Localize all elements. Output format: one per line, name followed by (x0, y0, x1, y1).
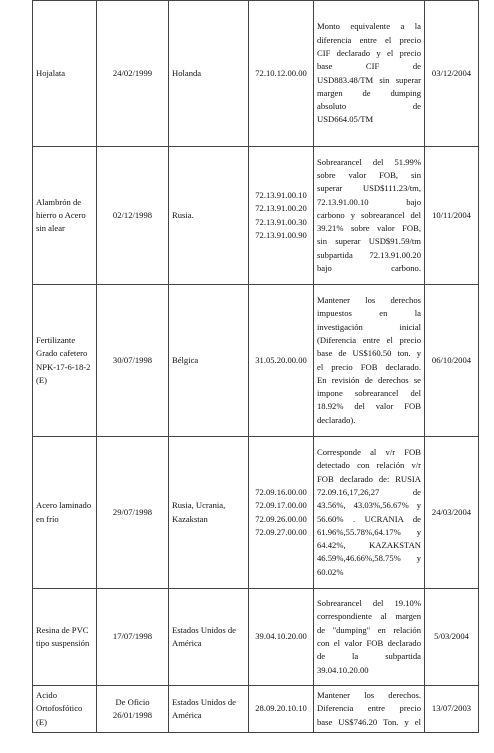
tariff-code: 72.09.26.00.00 (255, 513, 307, 524)
measure-line: base de US$160.50 ton. y (317, 348, 421, 359)
tariff-cell (249, 589, 314, 686)
measure-line: declarado). (317, 414, 356, 425)
tariff-code: 72.13.91.00.20 (255, 203, 307, 214)
measure-line: 39.04.10.20.00 (317, 664, 369, 675)
measure-line: USD664.05/TM (317, 114, 374, 125)
measure-line: detectado con relación v/r (317, 460, 421, 471)
measure-cell (314, 285, 425, 437)
measure-line: 56.60% . UCRANIA de (317, 513, 421, 524)
product-cell: Alambrón de hierro o Acero sin alear (33, 147, 97, 285)
product-cell: Fertilizante Grado cafetero NPK-17-6-18-2 (E) (33, 285, 97, 437)
tariff-code: 31.05.20.00.00 (255, 354, 307, 365)
measure-line: Monto equivalente a la (317, 21, 421, 32)
end-date-cell: 06/10/2004 (425, 285, 479, 437)
tariff-cell (249, 686, 314, 733)
end-date-cell: 13/07/2003 (425, 686, 479, 733)
measure-line: 72.13.91.00.10 bajo (317, 196, 421, 207)
measure-line: Sobrearancel del 19.10% (317, 598, 421, 609)
measure-line: investigación inicial (317, 321, 421, 332)
country-cell: Bélgica (169, 285, 249, 437)
measure-line: 39.21% sobre valor FOB, (317, 223, 421, 234)
measure-line: base US$746.20 Ton. y el (317, 716, 421, 727)
measure-line: 64.42%, KAZAKSTAN (317, 540, 421, 551)
measure-line: 60.02% (317, 566, 344, 577)
table-row (33, 437, 479, 589)
tariff-cell (249, 1, 314, 147)
tariff-code: 72.09.27.00.00 (255, 526, 307, 537)
measure-line: base CIF de (317, 61, 421, 72)
table-row (33, 589, 479, 686)
end-date-cell: 24/03/2004 (425, 437, 479, 589)
date-cell: 24/02/1999 (97, 1, 169, 147)
measure-line: USD883.48/TM sin superar (317, 74, 421, 85)
measure-line: superar USD$111.23/tm, (317, 183, 421, 194)
measure-line: En revisión de derechos se (317, 374, 421, 385)
measure-line: carbono y sobrearancel del (317, 209, 421, 220)
tariff-cell (249, 437, 314, 589)
measure-line: sin superar USD$91.59/tm (317, 236, 421, 247)
country-cell: Estados Unidos de América (169, 589, 249, 686)
measure-line: 18.92% del valor FOB (317, 401, 421, 412)
country-cell: Holanda (169, 1, 249, 147)
table-row (33, 147, 479, 285)
date-cell: 02/12/1998 (97, 147, 169, 285)
tariff-cell (249, 285, 314, 437)
measure-line: Diferencia entre precio (317, 703, 421, 714)
date-cell: 29/07/1998 (97, 437, 169, 589)
country-cell: Rusia. (169, 147, 249, 285)
table-row (33, 285, 479, 437)
measure-line: correspondiente al margen (317, 611, 421, 622)
country-cell: Estados Unidos de América (169, 686, 249, 733)
measure-line: Mantener los derechos (317, 295, 421, 306)
date-cell: 30/07/1998 (97, 285, 169, 437)
end-date-cell: 10/11/2004 (425, 147, 479, 285)
product-cell: Acero laminado en frío (33, 437, 97, 589)
measure-line: el precio FOB declarado. (317, 361, 421, 372)
end-date-cell: 5/03/2004 (425, 589, 479, 686)
tariff-code: 72.13.91.00.10 (255, 189, 307, 200)
measure-line: 72.09.16,17,26,27 de (317, 486, 421, 497)
end-date-cell: 03/12/2004 (425, 1, 479, 147)
tariff-code: 72.13.91.00.90 (255, 229, 307, 240)
measure-line: CIF declarado y el precio (317, 47, 421, 58)
measure-cell (314, 1, 425, 147)
measure-line: impuestos en la (317, 308, 421, 319)
table-row (33, 1, 479, 147)
measure-line: margen de dumping (317, 87, 421, 98)
measure-line: de "dumping" en relación (317, 624, 421, 635)
country-cell: Rusia, Ucrania, Kazakstan (169, 437, 249, 589)
measure-line: impone sobrearancel del (317, 388, 421, 399)
tariff-code: 39.04.10.20.00 (255, 631, 307, 642)
measure-cell (314, 589, 425, 686)
product-cell: Acido Ortofosfótico (E) (33, 686, 97, 733)
measure-line: con el valor FOB declarado (317, 638, 421, 648)
measure-line: Corresponde al v/r FOB (317, 447, 421, 458)
measure-cell (314, 686, 425, 733)
measure-line: absoluto de (317, 101, 421, 112)
measure-line: de la subpartida (317, 651, 421, 662)
measure-line: subpartida 72.13.91.00.20 (317, 249, 421, 260)
measure-line: (Diferencia entre el precio (317, 334, 421, 345)
measure-line: 61.96%,55.78%,64.17% y (317, 526, 421, 537)
measure-cell (314, 437, 425, 589)
measure-line: FOB declarado de: RUSIA (317, 473, 421, 484)
product-cell: Resina de PVC tipo suspensión (33, 589, 97, 686)
measures-table (32, 0, 479, 733)
date-cell: 17/07/1998 (97, 589, 169, 686)
measure-line: Sobrearancel del 51.99% (317, 156, 421, 167)
measure-line: Mantener los derechos. (317, 690, 421, 701)
tariff-code: 72.09.17.00.00 (255, 500, 307, 511)
tariff-code: 28.09.20.10.10 (255, 703, 307, 714)
measure-line: bajo carbono. (317, 263, 421, 274)
tariff-code: 72.10.12.00.00 (255, 67, 307, 78)
measure-line: 46.59%,46.66%,58.75% y (317, 553, 421, 564)
measure-line: 43.56%, 43.03%,56.67% y (317, 500, 421, 511)
measure-line: sobre valor FOB, sin (317, 169, 421, 180)
measure-cell (314, 147, 425, 285)
product-cell: Hojalata (33, 1, 97, 147)
tariff-code: 72.13.91.00.30 (255, 216, 307, 227)
date-cell: De Oficio 26/01/1998 (97, 686, 169, 733)
table-row (33, 686, 479, 733)
tariff-code: 72.09.16.00.00 (255, 486, 307, 497)
measure-line: diferencia entre el precio (317, 34, 421, 45)
tariff-cell (249, 147, 314, 285)
